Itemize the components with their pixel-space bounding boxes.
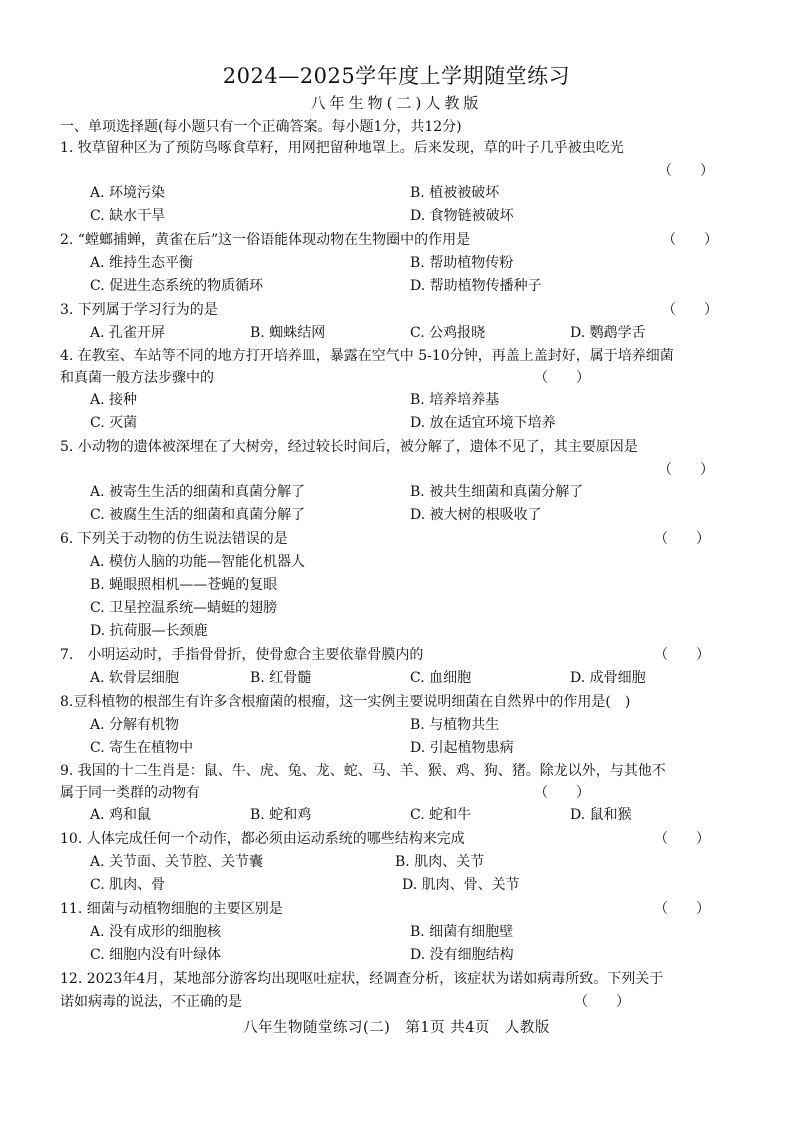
question-8-options-row-1	[60, 714, 740, 737]
option-c: C. 肌肉、骨	[90, 877, 166, 893]
question-11-options-row-1	[60, 921, 740, 944]
option-d: D. 帮助植物传播种子	[410, 278, 542, 294]
option-a: A. 被寄生生活的细菌和真菌分解了	[90, 484, 306, 500]
option-a: A. 维持生态平衡	[90, 255, 194, 271]
option-a: A. 环境污染	[90, 185, 166, 201]
question-list	[60, 136, 740, 1013]
question-11-text: 11. 细菌与动植物细胞的主要区别是	[60, 901, 283, 917]
question-3-stem	[60, 298, 740, 322]
question-5-stem: 5. 小动物的遗体被深埋在了大树旁，经过较长时间后，被分解了，遗体不见了，其主要原因是	[60, 439, 638, 455]
question-2-stem	[60, 228, 740, 252]
answer-blank[interactable]: （ ）	[654, 831, 710, 847]
question-2-options-row-2	[60, 275, 740, 298]
question-5-options-row-2	[60, 504, 740, 527]
option-d: D. 鼠和猴	[570, 807, 632, 823]
option-c: C. 血细胞	[410, 670, 472, 686]
question-9-stem-cont	[60, 782, 740, 804]
question-10-options-row-1	[60, 851, 740, 874]
answer-blank[interactable]: （ ）	[654, 531, 710, 547]
answer-blank[interactable]: （ ）	[658, 163, 714, 179]
option-c: C. 细胞内没有叶绿体	[90, 947, 222, 963]
option-b: B. 培养培养基	[410, 392, 500, 408]
option-d: D. 成骨细胞	[570, 670, 646, 686]
option-d: D. 被大树的根吸收了	[410, 507, 542, 523]
question-4-stem-cont	[60, 367, 740, 389]
answer-blank[interactable]: （ ）	[662, 302, 718, 318]
option-a: A. 孔雀开屏	[90, 325, 166, 341]
option-d: D. 鹦鹉学舌	[570, 325, 646, 341]
option-a: A. 分解有机物	[90, 717, 180, 733]
question-1-options-row-2	[60, 205, 740, 228]
question-9-options	[60, 804, 740, 827]
question-1-options-row-1	[60, 182, 740, 205]
option-c: C. 促进生态系统的物质循环	[90, 278, 264, 294]
answer-blank[interactable]: （ ）	[654, 901, 710, 917]
option-c: C. 缺水干旱	[90, 208, 166, 224]
question-10-stem	[60, 827, 740, 851]
option-a: A. 接种	[90, 392, 138, 408]
question-4-options-row-2	[60, 412, 740, 435]
question-11-stem	[60, 897, 740, 921]
question-1-answer-line	[60, 160, 740, 182]
option-a: A. 鸡和鼠	[90, 807, 152, 823]
answer-blank[interactable]: （ ）	[662, 232, 718, 248]
question-8-stem: 8.豆科植物的根部生有许多含根瘤菌的根瘤，这一实例主要说明细菌在自然界中的作用是( )	[60, 694, 631, 710]
question-7-options	[60, 667, 740, 690]
question-10-text: 10. 人体完成任何一个动作，都必须由运动系统的哪些结构来完成	[60, 831, 465, 847]
question-9-stem: 9. 我国的十二生肖是：鼠、牛、虎、兔、龙、蛇、马、羊、猴、鸡、狗、猪。除龙以外，与其他不	[60, 763, 666, 779]
page-subtitle: 八年生物(二)人教版	[310, 94, 483, 112]
question-6-text: 6. 下列关于动物的仿生说法错误的是	[60, 531, 288, 547]
option-b: B. 肌肉、关节	[395, 854, 485, 870]
option-a: A. 没有成形的细胞核	[90, 924, 222, 940]
question-4-text-cont: 和真菌一般方法步骤中的	[60, 370, 214, 386]
answer-blank[interactable]: （ ）	[658, 462, 714, 478]
question-12-stem: 12. 2023年4月，某地部分游客均出现呕吐症状，经调查分析，该症状为诺如病毒所致。下列关于	[60, 971, 664, 987]
option-d: D. 食物链被破坏	[410, 208, 514, 224]
question-4-stem: 4. 在教室、车站等不同的地方打开培养皿，暴露在空气中 5-10分钟，再盖上盖封好，属于培养细菌	[60, 348, 674, 364]
option-c: C. 公鸡报晓	[410, 325, 486, 341]
option-d: D. 抗荷服—长颈鹿	[90, 623, 208, 639]
question-7-stem	[60, 643, 740, 667]
question-8-options-row-2	[60, 737, 740, 760]
question-2-text: 2. “螳螂捕蝉，黄雀在后”这一俗语能体现动物在生物圈中的作用是	[60, 232, 471, 248]
option-b: B. 细菌有细胞壁	[410, 924, 514, 940]
option-d: D. 没有细胞结构	[410, 947, 514, 963]
section-heading: 一、单项选择题(每小题只有一个正确答案。每小题1分，共12分)	[60, 119, 462, 135]
answer-blank[interactable]: （ ）	[534, 370, 590, 386]
option-a: A. 关节面、关节腔、关节囊	[90, 854, 264, 870]
option-d: D. 引起植物患病	[410, 740, 514, 756]
question-3-text: 3. 下列属于学习行为的是	[60, 302, 218, 318]
question-12-text-cont: 诺如病毒的说法，不正确的是	[60, 994, 242, 1010]
page-title: 2024—2025学年度上学期随堂练习	[222, 64, 571, 88]
question-4-options-row-1	[60, 389, 740, 412]
option-c: C. 灭菌	[90, 415, 138, 431]
option-b: B. 蛇和鸡	[250, 807, 312, 823]
question-2-options-row-1	[60, 252, 740, 275]
option-c: C. 蛇和牛	[410, 807, 472, 823]
question-12-stem-cont	[60, 991, 740, 1013]
option-b: B. 蝇眼照相机——苍蝇的复眼	[90, 577, 278, 593]
page-footer: 八年生物随堂练习(二) 第1页 共4页 人教版	[243, 1020, 550, 1036]
answer-blank[interactable]: （ ）	[574, 994, 630, 1010]
question-6-stem	[60, 527, 740, 551]
question-11-options-row-2	[60, 944, 740, 967]
option-b: B. 红骨髓	[250, 670, 312, 686]
answer-blank[interactable]: （ ）	[654, 647, 710, 663]
option-b: B. 与植物共生	[410, 717, 500, 733]
option-c: C. 卫星控温系统—蜻蜓的翅膀	[90, 600, 278, 616]
question-5-answer-line	[60, 459, 740, 481]
question-5-options-row-1	[60, 481, 740, 504]
question-1-stem: 1. 牧草留种区为了预防鸟啄食草籽，用网把留种地罩上。后来发现，草的叶子几乎被虫吃光	[60, 140, 624, 156]
option-a: A. 软骨层细胞	[90, 670, 180, 686]
option-d: D. 肌肉、骨、关节	[402, 877, 520, 893]
option-b: B. 被共生细菌和真菌分解了	[410, 484, 584, 500]
option-b: B. 植被被破坏	[410, 185, 500, 201]
option-d: D. 放在适宜环境下培养	[410, 415, 556, 431]
option-c: C. 寄生在植物中	[90, 740, 194, 756]
option-c: C. 被腐生生活的细菌和真菌分解了	[90, 507, 306, 523]
option-a: A. 模仿人脑的功能—智能化机器人	[90, 554, 306, 570]
question-10-options-row-2	[60, 874, 740, 897]
option-b: B. 帮助植物传粉	[410, 255, 514, 271]
question-3-options	[60, 322, 740, 345]
question-9-text-cont: 属于同一类群的动物有	[60, 785, 200, 801]
question-7-text: 7. 小明运动时，手指骨骨折，使骨愈合主要依靠骨膜内的	[60, 647, 424, 663]
answer-blank[interactable]: （ ）	[534, 785, 590, 801]
option-b: B. 蜘蛛结网	[250, 325, 326, 341]
